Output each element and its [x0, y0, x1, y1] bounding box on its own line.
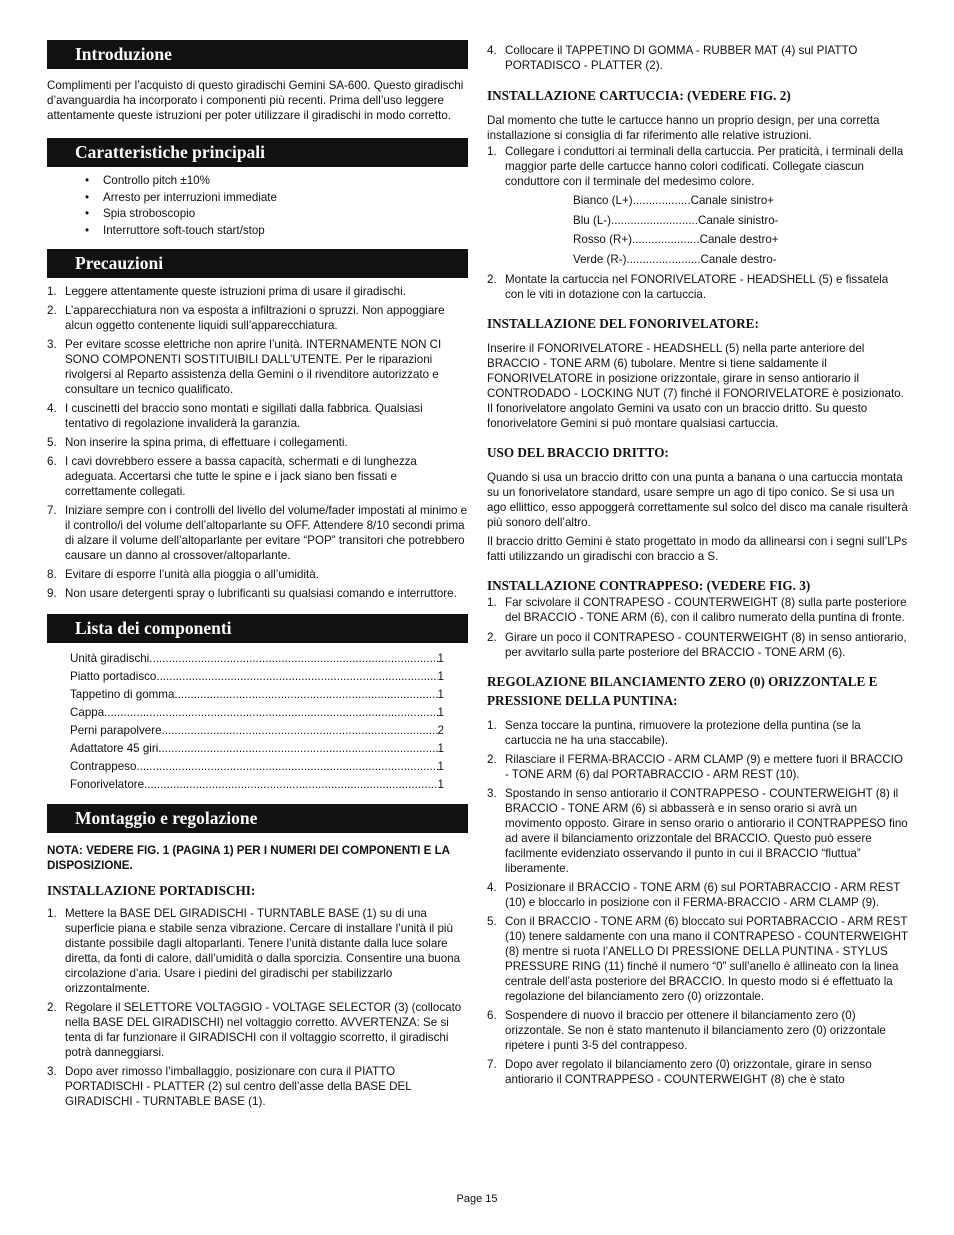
list-item: 9. Non usare detergenti spray o lubrificanti su qualsiasi comando e interruttore.: [47, 586, 457, 600]
parts-list: [47, 650, 468, 794]
list-item: 7. Iniziare sempre con i controlli del livello del volume/fader impostati al minimo e il controllo/i del volume dell’altoparlante su OFF. Attendere 8/10 secondi prima di alzare il volume dell’altoparlante per evitare “POP” transitori che potrebbero causare un danno al crossover/altoparlante.: [47, 503, 468, 562]
left-column: [47, 40, 468, 1109]
parts-row: Tappetino di gomma ..... 1: [70, 686, 444, 704]
cartridge-step-2: [487, 272, 908, 302]
section-title-caratteristiche: Caratteristiche principali: [47, 138, 468, 167]
subheading-cartuccia: INSTALLAZIONE CARTUCCIA: (VEDERE FIG. 2): [487, 88, 791, 103]
subheading-portadischi: INSTALLAZIONE PORTADISCHI:: [47, 882, 256, 898]
right-column: [487, 43, 908, 1087]
list-item: • Spia stroboscopio: [85, 206, 468, 223]
straight-text-1: Quando si usa un braccio dritto con una punta a banana o una cartuccia montata su un fonorivelatore standard, usare sempre un ago di tipo conico. Se si usa un ago ellittico, esso appoggerà correttamente sul solco del disco ma canale risulterà più sonoro dell’altro.: [487, 471, 908, 530]
subheading-bilanciamento: REGOLAZIONE BILANCIAMENTO ZERO (0) ORIZZONTALE E PRESSIONE DELLA PUNTINA:: [487, 674, 878, 709]
list-item: 1. Leggere attentamente queste istruzioni prima di usare il giradischi.: [47, 284, 406, 298]
subheading-contrappeso: INSTALLAZIONE CONTRAPPESO: (VEDERE FIG. 3): [487, 578, 811, 594]
list-item: • Interruttore soft-touch start/stop: [85, 223, 468, 240]
parts-row: Perni parapolvere ..... 2: [70, 722, 444, 740]
list-item: 4. I cuscinetti del braccio sono montati e sigillati dalla fabbrica. Qualsiasi tentativo di regolazione invaliderà la garanzia.: [47, 401, 423, 430]
features-list: [47, 173, 468, 240]
list-item: 2. L’apparecchiatura non va esposta a infiltrazioni o spruzzi. Non appoggiare alcun oggetto contenente liquidi sull’apparecchiatura.: [47, 303, 445, 332]
straight-text-2: Il braccio dritto Gemini è stato progettato in modo da allinearsi con i segni sull’LPs fatti utilizzando un giradischi con braccio a S.: [487, 535, 908, 564]
cartridge-step-1: [487, 144, 908, 189]
subheading-fonorivelatore: INSTALLAZIONE DEL FONORIVELATORE:: [487, 316, 759, 332]
platter-step-4: [487, 43, 908, 73]
list-item: 5. Con il BRACCIO - TONE ARM (6) bloccato sui PORTABRACCIO - ARM REST (10) tenere saldamente con una mano il CONTRAPESO - COUNTERWEIGHT (8) mentre si ruota l’ANELLO DI PRESSIONE DELLA PUNTINA - STYLUS PRESSURE RING (11) finché il numero “0” sull’anello è allineato con la linea centrale dell’asta posteriore del BRACCIO. In questo modo si é effettuato la regolazione del bilanciamento zero (0) orizzontale.: [487, 915, 908, 1004]
list-item: 4. Collocare il TAPPETINO DI GOMMA - RUBBER MAT (4) sul PIATTO PORTADISCO - PLATTER (2).: [487, 44, 858, 72]
list-item: 1. Collegare i conduttori ai terminali della cartuccia. Per praticità, i terminali della maggior parte delle cartucce hanno colori codificati. Collegate ciascun conduttore con il terminale del medesimo colore.: [487, 145, 904, 188]
list-item: Blu (L-)...........................Canale sinistro-: [573, 213, 779, 227]
section-title-precauzioni: Precauzioni: [47, 249, 468, 278]
list-item: • Arresto per interruzioni immediate: [85, 190, 468, 207]
cartridge-intro: Dal momento che tutte le cartucce hanno un proprio design, per una corretta installazione si consiglia di far riferimento alle relative istruzioni.: [487, 114, 880, 142]
list-item: Verde (R-).......................Canale destro-: [573, 252, 777, 266]
headshell-text: Inserire il FONORIVELATORE - HEADSHELL (5) nella parte anteriore del BRACCIO - TONE ARM (6) tubolare. Mentre si tiene saldamente il FONORIVELATORE in posizione orizzontale, girare in senso antiorario il CONTRODADO - LOCKING NUT (7) finché il FONORIVELATORE è posizionato. Il fonorivelatore angolato Gemini va usato con un braccio dritto. Su questo fonorivelatore Gemini si può montare qualsiasi cartuccia.: [487, 342, 904, 431]
list-item: 1. Mettere la BASE DEL GIRADISCHI - TURNTABLE BASE (1) su di una superficie piana e stabile senza vibrazione. Cercare di installare l’unità il più distante possibile dagli altoparlanti. Tenere l’unità distante dalla luce solare diretta, da fonti di calore, dall’umidità o dalla sporcizia. Consentire una buona circolazione d’aria. Usare i piedini del giradischi per stabilizzarlo orizzontalmente.: [47, 906, 461, 995]
counter-steps: [487, 595, 908, 660]
section-title-introduzione: Introduzione: [47, 40, 468, 69]
list-item: 2. Regolare il SELETTORE VOLTAGGIO - VOLTAGE SELECTOR (3) (collocato nella BASE DEL GIRADISCHI) nel voltaggio corretto. AVVERTENZA: Se si tenta di far funzionare il GIRADISCHI con il voltaggio scorretto, il giradischi potrà danneggiarsi.: [47, 1000, 462, 1059]
precautions-list: [47, 284, 468, 601]
intro-text: Complimenti per l’acquisto di questo giradischi Gemini SA-600. Questo giradischi d’avanguardia ha incorporato i componenti più recenti. Prima dell’uso leggere attentamente queste istruzioni per poter utilizzare il giradischi in modo corretto.: [47, 79, 464, 122]
list-item: • Controllo pitch ±10%: [85, 173, 468, 190]
list-item: 5. Non inserire la spina prima, di effettuare i collegamenti.: [47, 435, 348, 449]
page-number: Page 15: [456, 1193, 498, 1205]
list-item: 1. Far scivolare il CONTRAPESO - COUNTERWEIGHT (8) sulla parte posteriore del BRACCIO - TONE ARM (6), con il calibro numerato della puntina di fronte.: [487, 596, 907, 625]
list-item: 4. Posizionare il BRACCIO - TONE ARM (6) sul PORTABRACCIO - ARM REST (10) e bloccarlo in posizione con il FERMA-BRACCIO - ARM CLAMP (9).: [487, 881, 901, 910]
balance-steps: [487, 718, 908, 1087]
list-item: 6. I cavi dovrebbero essere a bassa capacità, schermati e di lunghezza adeguata. Accertarsi che tutte le spine e i jack siano ben fissati e correttamente collegati.: [47, 454, 417, 498]
section-title-lista-componenti: Lista dei componenti: [47, 614, 468, 643]
note-text: NOTA: VEDERE FIG. 1 (PAGINA 1) PER I NUMERI DEI COMPONENTI E LA DISPOSIZIONE.: [47, 843, 450, 872]
list-item: Rosso (R+).....................Canale destro+: [573, 233, 779, 247]
list-item: 2. Montate la cartuccia nel FONORIVELATORE - HEADSHELL (5) e fissatela con le viti in dotazione con la cartuccia.: [487, 273, 889, 302]
parts-row: Cappa ..... 1: [70, 704, 444, 722]
subheading-braccio-dritto: USO DEL BRACCIO DRITTO:: [487, 445, 669, 461]
section-title-montaggio: Montaggio e regolazione: [47, 804, 468, 833]
list-item: Bianco (L+)..................Canale sinistro+: [573, 194, 775, 207]
list-item: 3. Per evitare scosse elettriche non aprire l’unità. INTERNAMENTE NON CI SONO COMPONENTI SOSTITUIBILI DALL’UTENTE. Per le riparazioni rivolgersi al Reparto assistenza della Gemini o il rivenditore autorizzato e consultare un tecnico qualificato.: [47, 337, 442, 396]
parts-row: Fonorivelatore ..... 1: [70, 776, 444, 794]
list-item: 2. Rilasciare il FERMA-BRACCIO - ARM CLAMP (9) e mettere fuori il BRACCIO - TONE ARM (6) dal PORTABRACCIO - ARM REST (10).: [487, 753, 903, 782]
parts-row: Contrappeso ..... 1: [70, 758, 444, 776]
list-item: 3. Spostando in senso antiorario il CONTRAPPESO - COUNTERWEIGHT (8) il BRACCIO - TONE ARM (6) si abbasserà e in senso orario si avrà un movimento opposto. Girare in senso orario o antiorario il CONTRAPPESO fino ad avere il bilanciamento orizzontale del BRACCIO. Questo può essere facilmente evidenziato osservando il punto in cui il BRACCIO “fluttua” liberamente.: [487, 787, 908, 876]
platter-steps: [47, 906, 468, 1109]
list-item: 7. Dopo aver regolato il bilanciamento zero (0) orizzontale, girare in senso antiorario il CONTRAPPESO - COUNTERWEIGHT (8) che è stato: [487, 1058, 872, 1087]
wire-color-list: [487, 191, 908, 269]
list-item: 2. Girare un poco il CONTRAPESO - COUNTERWEIGHT (8) in senso antiorario, per avvitarlo sulla parte posteriore del BRACCIO - TONE ARM (6).: [487, 631, 907, 660]
parts-row: Adattatore 45 giri ..... 1: [70, 740, 444, 758]
list-item: 8. Evitare di esporre l’unità alla pioggia o all’umidità.: [47, 567, 319, 581]
parts-row: Unità giradischi ..... 1: [70, 650, 444, 668]
list-item: 6. Sospendere di nuovo il braccio per ottenere il bilanciamento zero (0) orizzontale. Se non è stato mantenuto il bilanciamento zero (0) orizzontale ripetere i punti 3-5 del contrappeso.: [487, 1009, 886, 1053]
list-item: 1. Senza toccare la puntina, rimuovere la protezione della puntina (se la cartuccia ne ha una staccabile).: [487, 719, 861, 748]
parts-row: Piatto portadisco ..... 1: [70, 668, 444, 686]
list-item: 3. Dopo aver rimosso l’imballaggio, posizionare con cura il PIATTO PORTADISCHI - PLATTER (2) sul centro dell’asse della BASE DEL GIRADISCHI - TURNTABLE BASE (1).: [47, 1064, 412, 1108]
